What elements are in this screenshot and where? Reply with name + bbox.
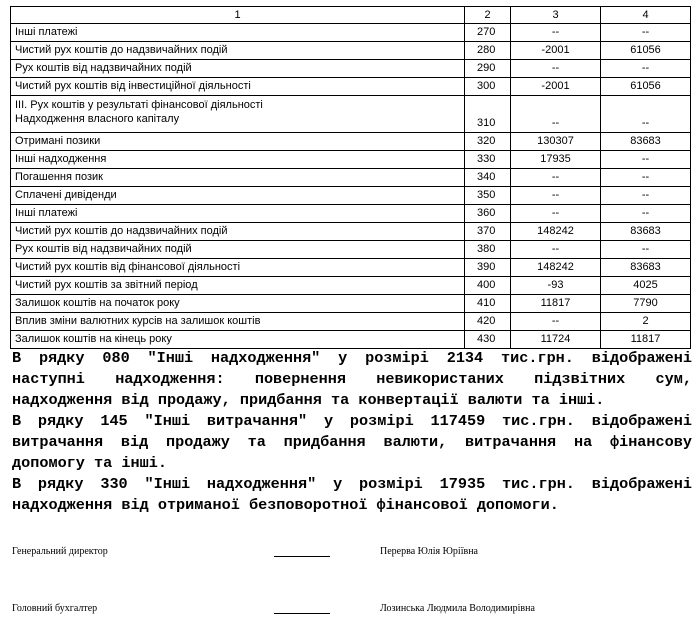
row-name: Інші платежі (11, 24, 465, 42)
row-value-previous: 11817 (601, 331, 691, 349)
table-row (11, 241, 691, 259)
row-value-previous: 7790 (601, 295, 691, 313)
row-value-previous: 2 (601, 313, 691, 331)
row-code: 320 (465, 133, 511, 151)
row-value-current: 11724 (511, 331, 601, 349)
table-row (11, 42, 691, 60)
row-value-current: -- (511, 169, 601, 187)
table-row (11, 133, 691, 151)
director-name: Перерва Юлія Юріївна (380, 546, 478, 557)
row-value-previous: 61056 (601, 78, 691, 96)
row-code: 410 (465, 295, 511, 313)
row-code: 400 (465, 277, 511, 295)
row-name: Чистий рух коштів від фінансової діяльності (11, 259, 465, 277)
table-row (11, 313, 691, 331)
table-row (11, 295, 691, 313)
row-value-previous: 61056 (601, 42, 691, 60)
row-name: Чистий рух коштів за звітний період (11, 277, 465, 295)
row-value-previous: -- (601, 151, 691, 169)
table-row (11, 259, 691, 277)
row-value-previous: -- (601, 96, 691, 133)
table-row (11, 169, 691, 187)
row-value-current: -- (511, 187, 601, 205)
row-code: 390 (465, 259, 511, 277)
accountant-name: Лозинська Людмила Володимирівна (380, 603, 535, 614)
header-col-1: 1 (11, 7, 465, 24)
cash-flow-table (10, 6, 691, 349)
table-row (11, 277, 691, 295)
row-code: 380 (465, 241, 511, 259)
row-value-previous: -- (601, 169, 691, 187)
row-value-current: 148242 (511, 259, 601, 277)
row-value-current: -- (511, 96, 601, 133)
row-code: 300 (465, 78, 511, 96)
table-row (11, 187, 691, 205)
table-header-row (11, 7, 691, 24)
row-value-current: 148242 (511, 223, 601, 241)
row-code: 370 (465, 223, 511, 241)
row-name: Залишок коштів на кінець року (11, 331, 465, 349)
header-col-2: 2 (465, 7, 511, 24)
row-value-current: -- (511, 24, 601, 42)
table-row (11, 96, 691, 133)
row-value-current: -- (511, 241, 601, 259)
row-name: Погашення позик (11, 169, 465, 187)
row-code: 430 (465, 331, 511, 349)
row-code: 270 (465, 24, 511, 42)
row-name: Рух коштів від надзвичайних подій (11, 241, 465, 259)
note-paragraph: В рядку 330 "Інші надходження" у розмірі 17935 тис.грн. відображені надходження від отриманої безповоротної фінансової допомоги. (12, 475, 692, 514)
row-code: 280 (465, 42, 511, 60)
row-code: 420 (465, 313, 511, 331)
table-row (11, 24, 691, 42)
note-paragraph: В рядку 145 "Інші витрачання" у розмірі 117459 тис.грн. відображені витрачання від продажу та придбання валюти, витрачання на фінансову допомогу та інші. (12, 412, 692, 472)
table-row (11, 223, 691, 241)
row-value-previous: 4025 (601, 277, 691, 295)
table-row (11, 151, 691, 169)
header-col-3: 3 (511, 7, 601, 24)
section-heading: ІІІ. Рух коштів у результаті фінансової діяльності (15, 99, 263, 111)
table-row (11, 60, 691, 78)
row-code: 310 (465, 96, 511, 133)
row-value-previous: -- (601, 60, 691, 78)
row-value-current: -2001 (511, 78, 601, 96)
row-value-current: 17935 (511, 151, 601, 169)
row-name: Залишок коштів на початок року (11, 295, 465, 313)
row-name: Отримані позики (11, 133, 465, 151)
row-value-previous: -- (601, 241, 691, 259)
row-name: Чистий рух коштів до надзвичайних подій (11, 223, 465, 241)
row-value-current: -- (511, 60, 601, 78)
row-value-previous: -- (601, 187, 691, 205)
row-code: 360 (465, 205, 511, 223)
row-name: Інші надходження (11, 151, 465, 169)
row-name: Вплив зміни валютних курсів на залишок коштів (11, 313, 465, 331)
accountant-signature-line (274, 613, 330, 614)
row-name: Рух коштів від надзвичайних подій (11, 60, 465, 78)
table-row (11, 331, 691, 349)
row-value-previous: 83683 (601, 223, 691, 241)
row-value-previous: 83683 (601, 259, 691, 277)
row-value-current: 130307 (511, 133, 601, 151)
row-value-current: -2001 (511, 42, 601, 60)
row-value-previous: 83683 (601, 133, 691, 151)
row-value-current: -- (511, 313, 601, 331)
row-name-sub: Надходження власного капіталу (15, 113, 180, 125)
row-value-previous: -- (601, 205, 691, 223)
table-row (11, 205, 691, 223)
row-code: 350 (465, 187, 511, 205)
director-signature-line (274, 556, 330, 557)
row-value-current: -93 (511, 277, 601, 295)
row-name: Інші платежі (11, 205, 465, 223)
row-code: 330 (465, 151, 511, 169)
director-title: Генеральний директор (12, 546, 108, 557)
row-name (11, 96, 465, 133)
row-name: Чистий рух коштів від інвестиційної діяльності (11, 78, 465, 96)
accountant-title: Головний бухгалтер (12, 603, 98, 614)
row-code: 290 (465, 60, 511, 78)
table-row (11, 78, 691, 96)
row-code: 340 (465, 169, 511, 187)
row-value-current: 11817 (511, 295, 601, 313)
row-value-previous: -- (601, 24, 691, 42)
row-value-current: -- (511, 205, 601, 223)
row-name: Чистий рух коштів до надзвичайних подій (11, 42, 465, 60)
header-col-4: 4 (601, 7, 691, 24)
note-paragraph: В рядку 080 "Інші надходження" у розмірі 2134 тис.грн. відображені наступні надходження: повернення невикористаних підзвітних сум, надходження від продажу, придбання та конвертації валюти та інші. (12, 349, 692, 409)
explanatory-notes (12, 348, 692, 516)
row-name: Сплачені дивіденди (11, 187, 465, 205)
